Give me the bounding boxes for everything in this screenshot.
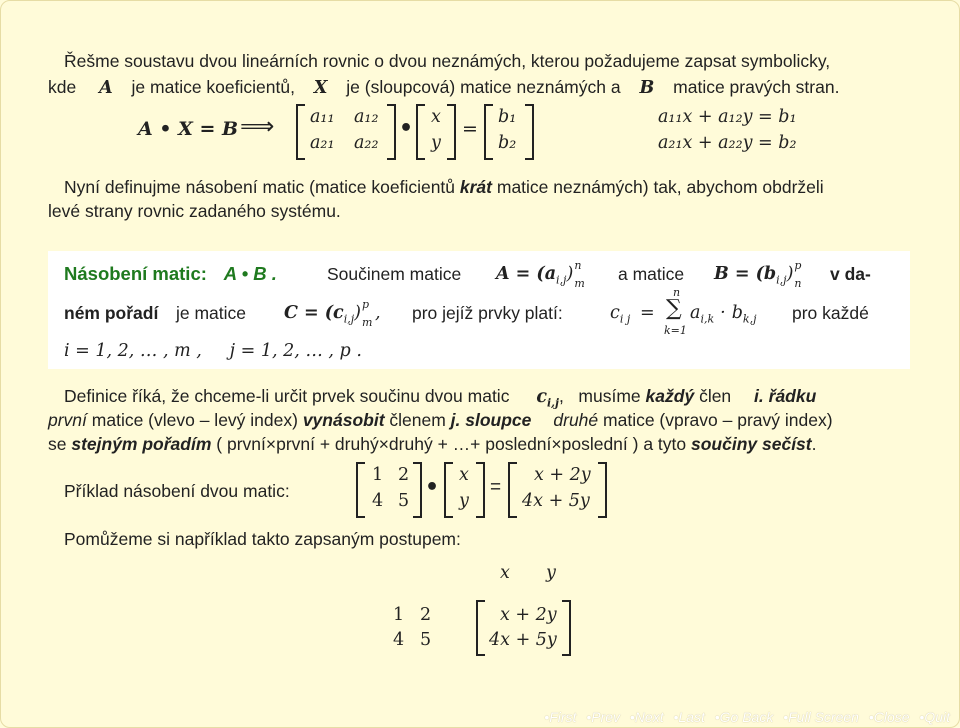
system-eq-2: a₂₁x + a₂₂y = b₂ (658, 133, 797, 153)
A-def: $A = (a_{i,j})$ n m (496, 259, 585, 290)
nav-prev[interactable]: •Prev (586, 709, 620, 725)
intro-line-2: kde A je matice koeficientů, X je (sloupcová) matice neznámých a B matice pravých stran. (48, 77, 840, 98)
sum-upper: n (673, 286, 681, 299)
example-result-right-bracket (598, 462, 607, 518)
nav-close[interactable]: •Close (868, 709, 910, 725)
mult-dot: • (399, 116, 414, 141)
example-result-left-bracket (508, 462, 517, 518)
nav-first[interactable]: •First (544, 709, 577, 725)
system-eq-1: a₁₁x + a₁₂y = b₁ (658, 107, 797, 127)
scheme-x: x (500, 563, 510, 583)
para2-line-1: Nyní definujme násobení matic (matice koeficientů krát matice neznámých) tak, abychom obdrželi (64, 177, 824, 197)
para3-line-3: se stejným pořadím ( první×první + druhý×druhý + …+ poslední×poslední ) a tyto součiny sečíst. (48, 434, 817, 454)
a12: a₁₂ (354, 107, 379, 127)
b1: b₁ (498, 107, 517, 127)
nav-last[interactable]: •Last (673, 709, 705, 725)
y-entry: y (431, 133, 441, 153)
a21: a₂₁ (310, 133, 335, 153)
example-vector-right-bracket (476, 462, 485, 518)
example-label: Příklad násobení dvou matic: (64, 481, 290, 501)
intro-line-1: Řešme soustavu dvou lineárních rovnic o dvou neznámých, kterou požadujeme zapsat symbolicky, (64, 51, 831, 71)
scheme-result-right-bracket (562, 600, 571, 656)
para3-line-1: Definice říká, že chceme-li určit prvek součinu dvou matic $c_{i,j}$, musíme každý člen i. řádku (64, 386, 817, 410)
example-matrix-right-bracket (413, 462, 422, 518)
sum-term: $a_{i,k} \cdot b_{k,j}$ (690, 303, 757, 326)
sum-lower: k=1 (664, 324, 687, 337)
equals-sign: = (462, 118, 478, 140)
sum-symbol: ∑ (666, 296, 682, 321)
matrix-X-left-bracket (416, 104, 425, 160)
matrix-A-left-bracket (296, 104, 305, 160)
matrix-B-right-bracket (525, 104, 534, 160)
navigation-links (538, 709, 950, 725)
nav-full-screen[interactable]: •Full Screen (783, 709, 859, 725)
example-vector-left-bracket (444, 462, 453, 518)
eq-lhs: A • X = B (138, 118, 239, 140)
nav-quit[interactable]: •Quit (919, 709, 950, 725)
example-matrix-left-bracket (356, 462, 365, 518)
para2-line-2: levé strany rovnic zadaného systému. (48, 201, 341, 221)
cij: $c_{i j}$ (610, 303, 631, 326)
nav-go-back[interactable]: •Go Back (714, 709, 774, 725)
a11: a₁₁ (310, 107, 335, 127)
a22: a₂₂ (354, 133, 379, 153)
implies-symbol: ⟹ (240, 113, 275, 140)
scheme-result-left-bracket (476, 600, 485, 656)
definition-line-1 (64, 263, 277, 285)
navigation-bar (0, 702, 960, 728)
C-def: $C = (c_{i,j})$ p m , (284, 298, 381, 329)
matrix-B-left-bracket (484, 104, 493, 160)
matrix-X-right-bracket (447, 104, 456, 160)
b2: b₂ (498, 133, 517, 153)
para3-line-2: první matice (vlevo – levý index) vynásobit členem j. sloupce druhé matice (vpravo – pravý index) (48, 410, 833, 430)
definition-heading: Násobení matic: (64, 263, 207, 284)
scheme-label: Pomůžeme si například takto zapsaným postupem: (64, 529, 461, 549)
B-def: $B = (b_{i,j})$ p n (714, 259, 802, 290)
definition-heading-expr: A • B . (223, 263, 277, 284)
nav-next[interactable]: •Next (629, 709, 664, 725)
scheme-y: y (546, 563, 556, 583)
index-ranges: i = 1, 2, … , m , j = 1, 2, … , p . (64, 341, 362, 361)
matrix-A-right-bracket (387, 104, 396, 160)
x-entry: x (431, 107, 441, 127)
